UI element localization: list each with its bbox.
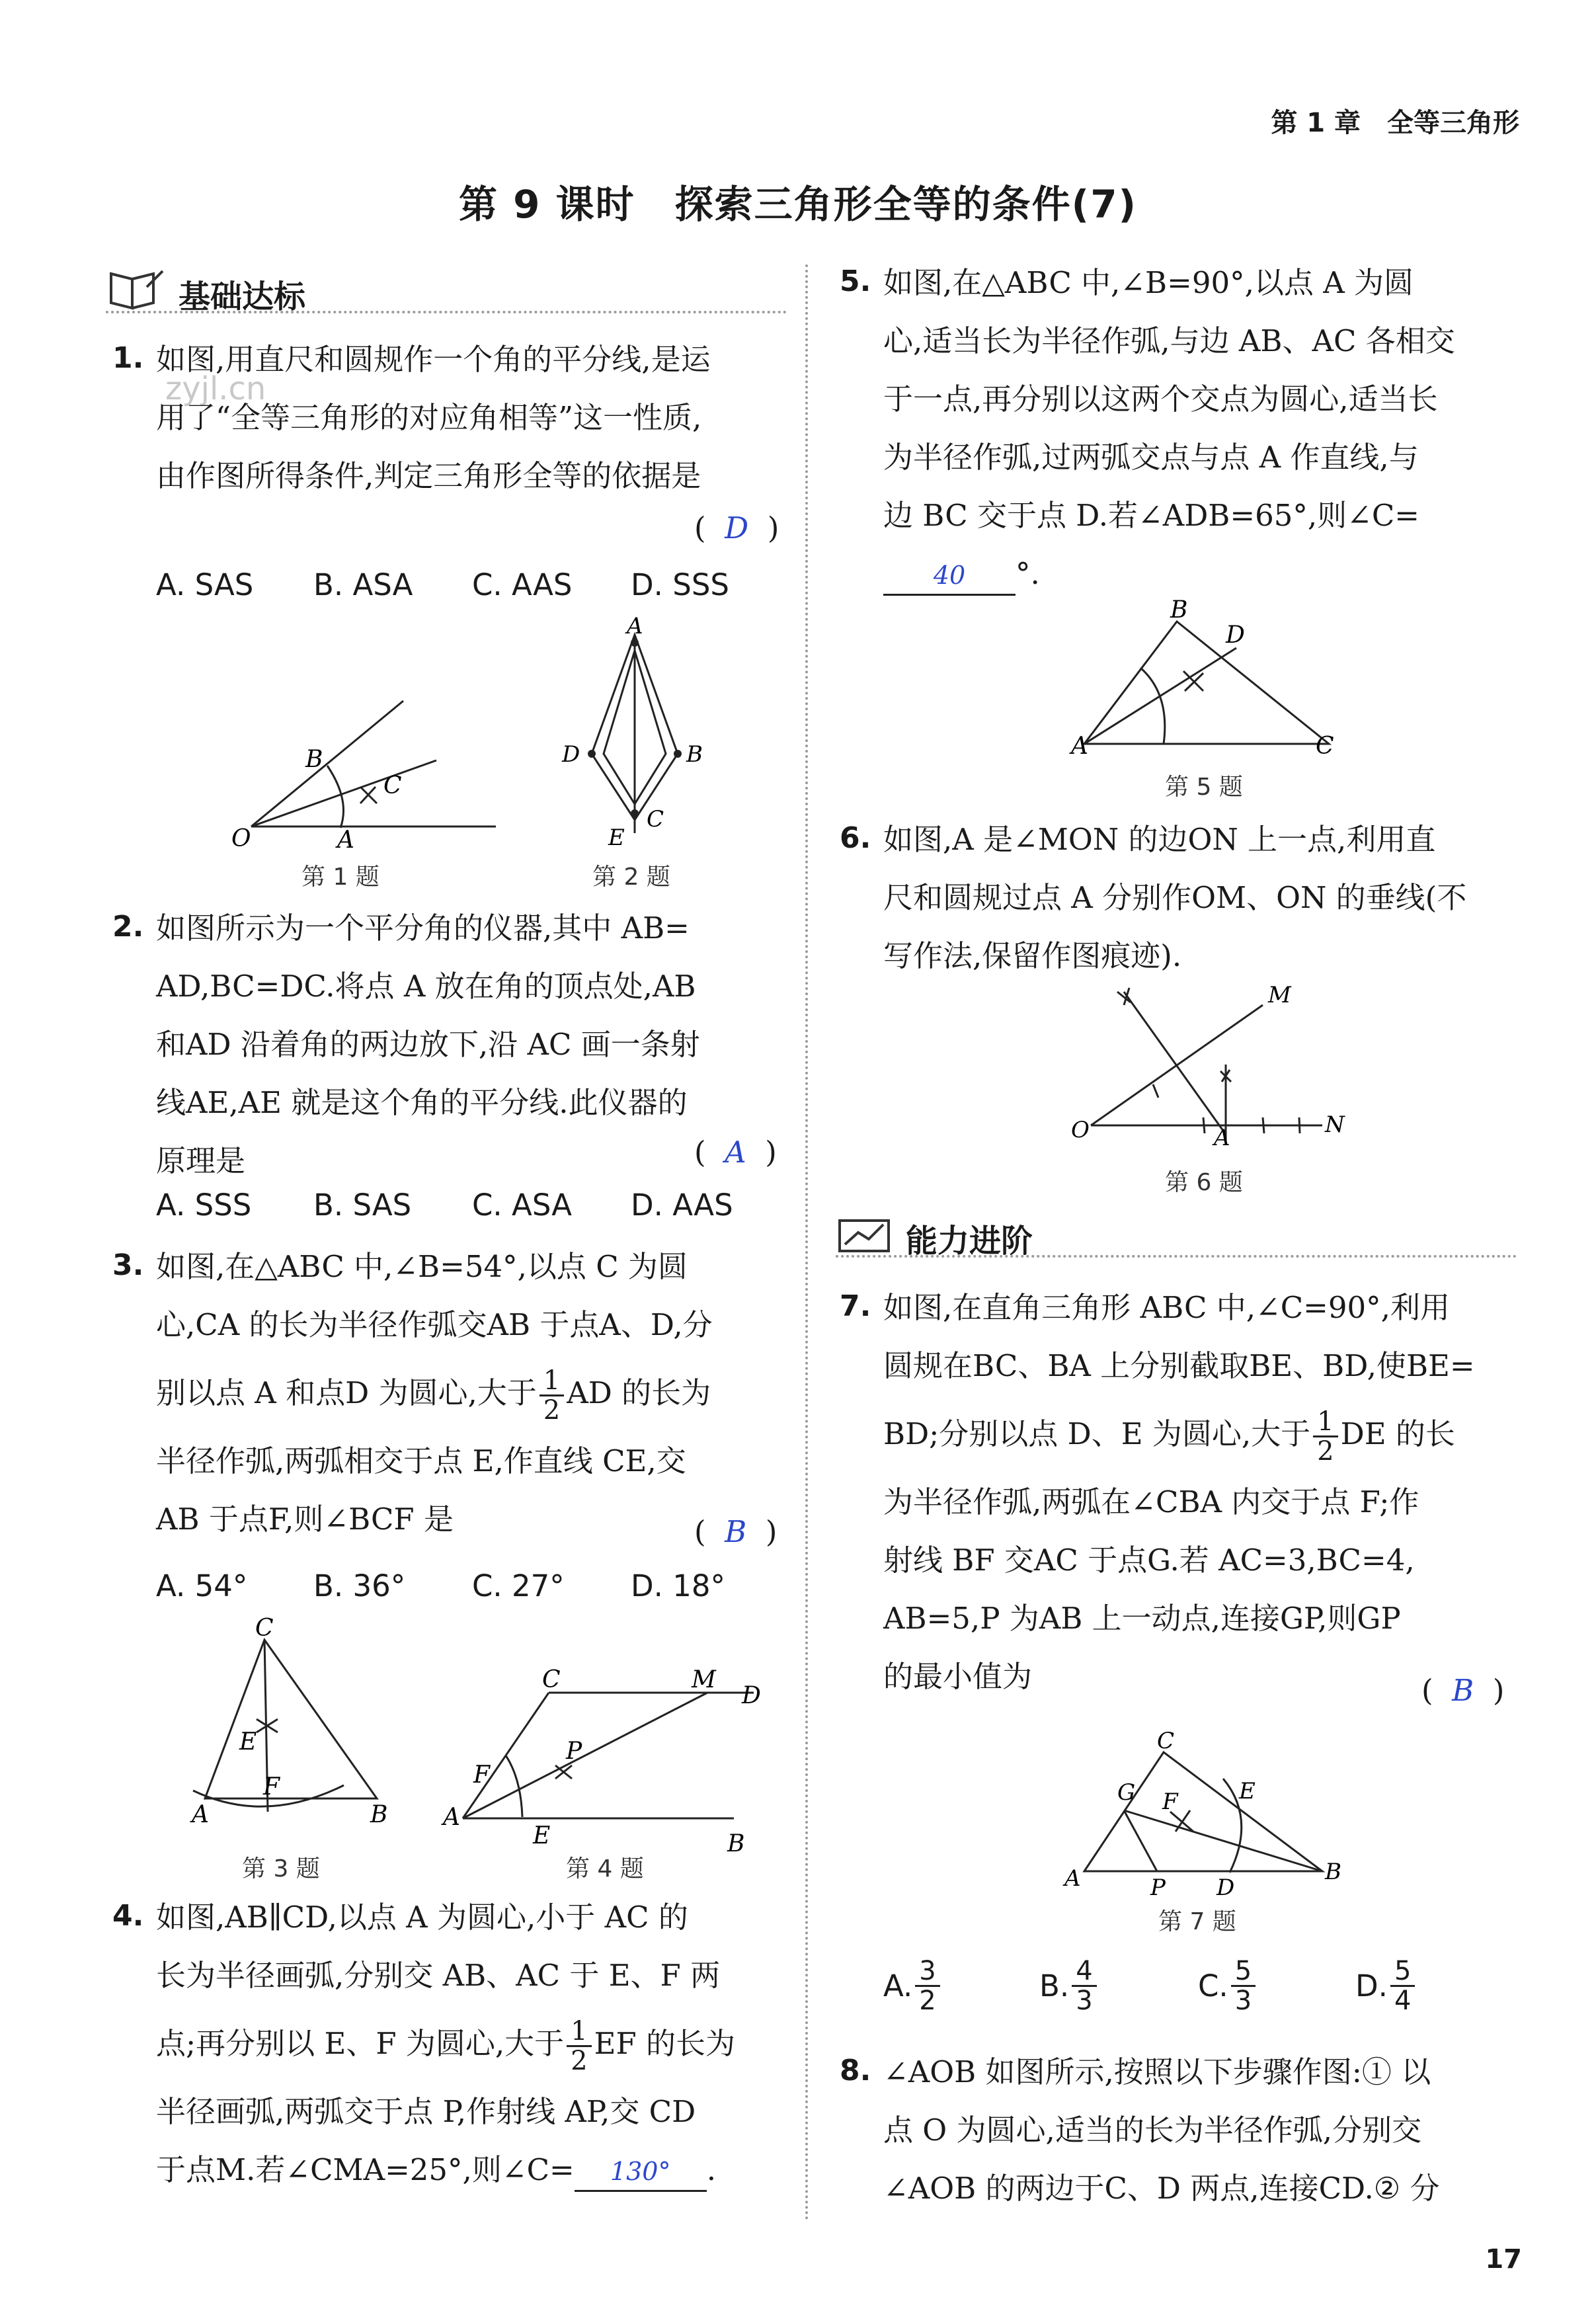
frac-den: 3 [1076, 1986, 1093, 2016]
half-fraction [567, 2017, 591, 2075]
q4-text [156, 1888, 791, 2199]
q7-line: 的最小值为 [883, 1659, 1033, 1694]
q5-line: 边 BC 交于点 D.若∠ADB=65°,则∠C= [883, 498, 1419, 533]
q2-option-a: A. SSS [156, 1188, 252, 1223]
q7-line: 为半径作弧,两弧在∠CBA 内交于点 F;作 [883, 1484, 1419, 1519]
q6-line: 如图,A 是∠MON 的边ON 上一点,利用直 [883, 822, 1436, 857]
fig6-label: N [1325, 1111, 1345, 1138]
q7-text [883, 1279, 1531, 1706]
q1-line: 由作图所得条件,判定三角形全等的依据是 [156, 458, 701, 493]
option-label: A. [883, 1968, 913, 2003]
fig7-label: P [1150, 1875, 1166, 1901]
option-label: D. [1355, 1968, 1388, 2003]
q1-option-a: A. SAS [156, 567, 254, 602]
fig7-label: E [1239, 1778, 1256, 1804]
q4-line [156, 2005, 791, 2083]
q5-line: 如图,在△ABC 中,∠B=90°,以点 A 为圆 [883, 265, 1414, 300]
fig1-label: O [231, 825, 251, 852]
q7-line3b: DE 的长 [1340, 1416, 1455, 1451]
watermark: zyjl.cn [165, 370, 266, 407]
fig5-label: C [1316, 733, 1334, 760]
fig3-label: F [263, 1773, 280, 1800]
q1-number: 1. [112, 341, 144, 375]
q5-line: 为半径作弧,过两弧交点与点 A 作直线,与 [883, 440, 1419, 475]
frac-num: 5 [1390, 1957, 1415, 1987]
q4-line6: 于点M.若∠CMA=25°,则∠C= [156, 2152, 575, 2187]
q3-option-a: A. 54° [156, 1568, 248, 1603]
q3-number: 3. [112, 1248, 144, 1282]
q4-line: 于点M.若∠CMA=25°,则∠C= 130° . [156, 2141, 791, 2199]
q8-line: ∠AOB 如图所示,按照以下步骤作图:① 以 [883, 2054, 1431, 2089]
q5-degree: °. [1016, 556, 1040, 591]
frac-num: 5 [1231, 1957, 1256, 1987]
fig7-label: F [1162, 1789, 1178, 1815]
q4-line: 长为半径画弧,分别交 AB、AC 于 E、F 两 [156, 1958, 721, 1993]
q3-option-c: C. 27° [472, 1568, 565, 1603]
q1-caption: 第 1 题 [301, 864, 379, 891]
frac-num: 1 [567, 2017, 591, 2047]
fig2-label: D [562, 741, 580, 768]
q8-number: 8. [840, 2054, 871, 2087]
half-fraction [539, 1367, 564, 1424]
chart-icon [836, 1213, 895, 1256]
q7-caption: 第 7 题 [1158, 1908, 1236, 1935]
option-fraction [1072, 1957, 1096, 2015]
q7-number: 7. [840, 1289, 871, 1323]
q5-number: 5. [840, 264, 871, 298]
q2-line: 和AD 沿着角的两边放下,沿 AC 画一条射 [156, 1027, 700, 1062]
frac-num: 4 [1072, 1957, 1096, 1987]
section-basic-title: 基础达标 [179, 278, 306, 315]
section-divider [106, 311, 787, 313]
q4-line3a: 点;再分别以 E、F 为圆心,大于 [156, 2026, 565, 2061]
fig6-label: O [1071, 1117, 1090, 1143]
fig4-label: C [542, 1666, 561, 1693]
fig7-label: G [1117, 1779, 1136, 1806]
fig1-label: A [337, 827, 354, 854]
q4-answer-blank: 130° [575, 2153, 707, 2192]
fig3-label: E [239, 1728, 257, 1756]
option-label: B. [1039, 1968, 1070, 2003]
q2-option-b: B. SAS [313, 1188, 412, 1223]
q4-line3b: EF 的长为 [594, 2026, 735, 2061]
fig4-label: D [742, 1682, 761, 1709]
q3-option-d: D. 18° [631, 1568, 726, 1603]
figure-1 [225, 688, 516, 860]
q1-option-b: B. ASA [313, 567, 413, 602]
fig2-label: C [647, 806, 664, 832]
figure-2 [542, 613, 727, 851]
q2-line: 线AE,AE 就是这个角的平分线.此仪器的 [156, 1085, 688, 1120]
q4-line: 如图,AB∥CD,以点 A 为圆心,小于 AC 的 [156, 1900, 688, 1935]
q2-answer: A [725, 1135, 746, 1170]
frac-num: 1 [539, 1367, 564, 1396]
q4-caption: 第 4 题 [566, 1855, 644, 1882]
q3-text [156, 1238, 791, 1549]
frac-num: 1 [1313, 1408, 1337, 1437]
q4-line: 半径画弧,两弧交于点 P,作射线 AP,交 CD [156, 2094, 696, 2129]
q3-line3a: 别以点 A 和点D 为圆心,大于 [156, 1375, 537, 1410]
q1-answer: D [725, 510, 749, 545]
frac-den: 4 [1394, 1986, 1412, 2016]
q1-option-c: C. AAS [472, 567, 573, 602]
frac-num: 3 [915, 1957, 939, 1987]
q6-caption: 第 6 题 [1165, 1169, 1243, 1196]
q1-option-d: D. SSS [631, 567, 729, 602]
figure-7 [1058, 1728, 1349, 1904]
fig4-label: A [443, 1804, 460, 1831]
fig7-label: A [1064, 1865, 1081, 1892]
q2-option-c: C. ASA [472, 1188, 572, 1223]
page-number: 17 [1485, 2244, 1522, 2275]
fig1-label: B [305, 746, 323, 773]
section-advanced-title: 能力进阶 [906, 1223, 1033, 1260]
q2-line: AD,BC=DC.将点 A 放在角的顶点处,AB [156, 969, 696, 1004]
fig4-label: P [566, 1738, 582, 1765]
q3-option-b: B. 36° [313, 1568, 406, 1603]
fig2-label: E [608, 825, 625, 851]
frac-den: 2 [571, 2046, 588, 2076]
option-fraction [915, 1957, 939, 2015]
q2-line: 如图所示为一个平分角的仪器,其中 AB= [156, 910, 690, 946]
figure-3 [179, 1615, 403, 1845]
q3-answer: B [725, 1514, 747, 1549]
fig3-label: B [370, 1801, 388, 1828]
q7-option-a [883, 1957, 943, 2015]
option-fraction [1390, 1957, 1415, 2015]
q7-answer-paren: ( B ) [1421, 1673, 1505, 1708]
q3-line: 心,CA 的长为半径作弧交AB 于点A、D,分 [156, 1307, 713, 1342]
fig5-label: D [1226, 622, 1245, 649]
q7-line: AB=5,P 为AB 上一动点,连接GP,则GP [883, 1601, 1401, 1636]
q7-answer: B [1452, 1673, 1474, 1708]
q5-line: 心,适当长为半径作弧,与边 AB、AC 各相交 [883, 323, 1455, 358]
q8-line: 点 O 为圆心,适当的长为半径作弧,分别交 [883, 2113, 1422, 2148]
q3-caption: 第 3 题 [242, 1855, 320, 1882]
figure-6 [1064, 979, 1345, 1164]
fig7-label: B [1325, 1859, 1341, 1885]
fig7-label: C [1157, 1728, 1175, 1754]
fig6-label: A [1214, 1125, 1230, 1151]
q5-text [883, 254, 1531, 603]
q7-option-b [1039, 1957, 1099, 2015]
q7-option-d [1355, 1957, 1417, 2015]
frac-den: 2 [1317, 1436, 1334, 1467]
q2-caption: 第 2 题 [592, 864, 670, 891]
q8-text [883, 2043, 1531, 2218]
frac-den: 2 [543, 1395, 561, 1426]
q7-line: 射线 BF 交AC 于点G.若 AC=3,BC=4, [883, 1543, 1415, 1578]
fig2-label: B [686, 741, 703, 768]
q3-answer-paren: ( B ) [694, 1514, 778, 1549]
column-divider [805, 264, 808, 2222]
section-divider [836, 1255, 1517, 1258]
q5-caption: 第 5 题 [1165, 774, 1243, 801]
q7-line: 圆规在BC、BA 上分别截取BE、BD,使BE= [883, 1348, 1475, 1383]
q7-option-c [1198, 1957, 1258, 2015]
q2-line: 原理是 [156, 1143, 246, 1178]
fig5-label: A [1071, 733, 1088, 760]
chapter-header: 第 1 章 全等三角形 [1271, 108, 1519, 138]
q4-number: 4. [112, 1899, 144, 1933]
q2-answer-paren: ( A ) [694, 1135, 777, 1170]
q1-answer-paren: ( D ) [694, 510, 779, 545]
q3-line: 如图,在△ABC 中,∠B=54°,以点 C 为圆 [156, 1249, 688, 1284]
fig6-label: M [1268, 982, 1291, 1008]
figure-5 [1071, 596, 1349, 767]
q8-line: ∠AOB 的两边于C、D 两点,连接CD.② 分 [883, 2171, 1440, 2206]
q7-line: 如图,在直角三角形 ABC 中,∠C=90°,利用 [883, 1290, 1450, 1325]
q6-text [883, 811, 1531, 985]
q3-line3b: AD 的长为 [567, 1375, 711, 1410]
lesson-title: 第 9 课时 探索三角形全等的条件(7) [458, 182, 1138, 227]
q6-line: 尺和圆规过点 A 分别作OM、ON 的垂线(不 [883, 880, 1467, 915]
q5-line [883, 545, 1531, 603]
q1-line: 如图,用直尺和圆规作一个角的平分线,是运 [156, 342, 711, 377]
fig5-label: B [1170, 596, 1188, 624]
fig2-label: A [627, 613, 643, 639]
half-fraction [1313, 1408, 1337, 1465]
option-label: C. [1198, 1968, 1228, 2003]
q6-number: 6. [840, 821, 871, 855]
frac-den: 2 [919, 1986, 936, 2016]
q5-line: 于一点,再分别以这两个交点为圆心,适当长 [883, 382, 1438, 417]
figure-4 [443, 1666, 774, 1858]
q1-line: 用了“全等三角形的对应角相等”这一性质, [156, 400, 702, 435]
fig3-label: C [255, 1615, 274, 1642]
q3-line: AB 于点F,则∠BCF 是 [156, 1502, 454, 1537]
q3-line: 半径作弧,两弧相交于点 E,作直线 CE,交 [156, 1443, 686, 1478]
q7-line [883, 1395, 1531, 1473]
q1-text [156, 331, 791, 505]
fig4-label: M [692, 1666, 716, 1693]
q5-answer-blank: 40 [883, 557, 1016, 596]
book-icon [106, 267, 165, 313]
fig1-label: C [383, 772, 402, 799]
q6-line: 写作法,保留作图痕迹). [883, 938, 1182, 973]
frac-den: 3 [1234, 1986, 1252, 2016]
q2-option-d: D. AAS [631, 1188, 733, 1223]
option-fraction [1231, 1957, 1256, 2015]
fig7-label: D [1217, 1875, 1235, 1901]
q7-line3a: BD;分别以点 D、E 为圆心,大于 [883, 1416, 1311, 1451]
fig4-label: B [727, 1830, 745, 1857]
q2-number: 2. [112, 910, 144, 944]
q3-line [156, 1354, 791, 1432]
fig4-label: F [473, 1761, 490, 1789]
fig4-label: E [533, 1822, 551, 1849]
fig3-label: A [192, 1801, 209, 1828]
